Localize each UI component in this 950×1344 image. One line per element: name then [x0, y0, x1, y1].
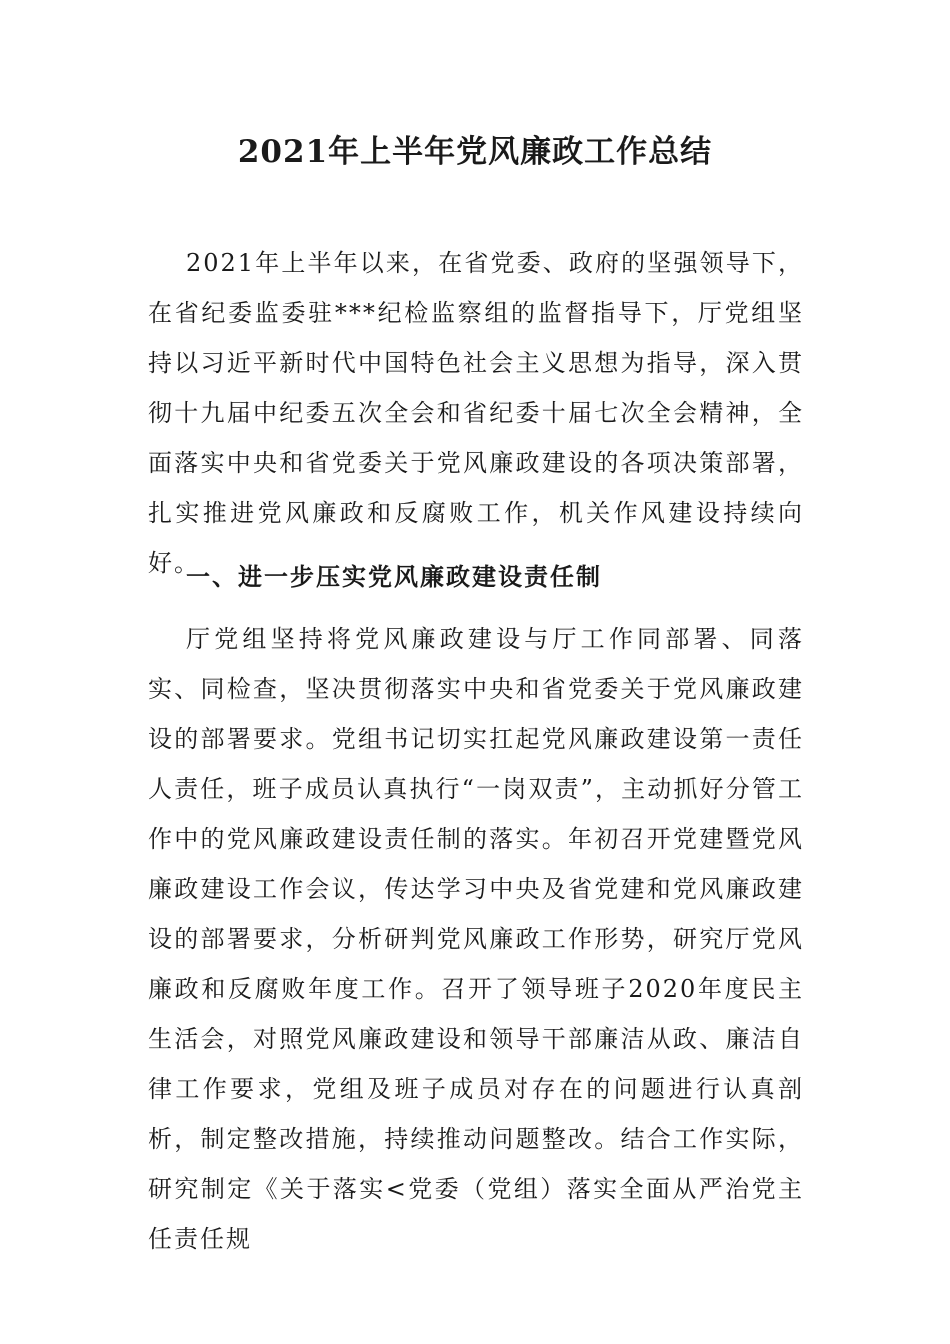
section-1-paragraph: 厅党组坚持将党风廉政建设与厅工作同部署、同落实、同检查，坚决贯彻落实中央和省党委关于党风廉政建设的部署要求。党组书记切实扛起党风廉政建设第一责任人责任，班子成员认真执行“一岗双责”，主动抓好分管工作中的党风廉政建设责任制的落实。年初召开党建暨党风廉政建设工作会议，传达学习中央及省党建和党风廉政建设的部署要求，分析研判党风廉政工作形势，研究厅党风廉政和反腐败年度工作。召开了领导班子2020年度民主生活会，对照党风廉政建设和领导干部廉洁从政、廉洁自律工作要求，党组及班子成员对存在的问题进行认真剖析，制定整改措施，持续推动问题整改。结合工作实际，研究制定《关于落实<党委（党组）落实全面从严治党主任责任规 — [148, 625, 804, 1253]
document-title: 2021年上半年党风廉政工作总结 — [237, 134, 713, 170]
intro-paragraph: 2021年上半年以来，在省党委、政府的坚强领导下，在省纪委监委驻***纪检监察组的监督指导下，厅党组坚持以习近平新时代中国特色社会主义思想为指导，深入贯彻十九届中纪委五次全会和省纪委十届七次全会精神，全面落实中央和省党委关于党风廉政建设的各项决策部署，扎实推进党风廉政和反腐败工作，机关作风建设持续向好。 — [148, 249, 804, 577]
section-heading-1: 一、进一步压实党风廉政建设责任制 — [186, 562, 602, 591]
